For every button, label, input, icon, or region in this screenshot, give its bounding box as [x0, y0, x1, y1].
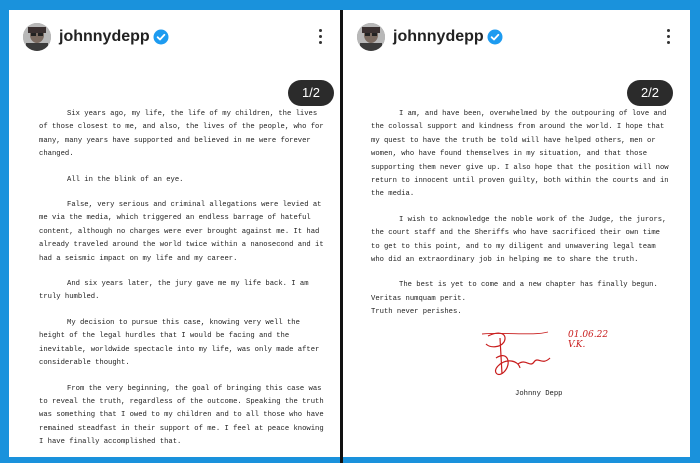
username[interactable]: johnnydepp	[393, 28, 484, 45]
page-indicator: 1/2	[288, 80, 334, 106]
avatar[interactable]	[23, 23, 51, 51]
handwritten-date: 01.06.22 V.K.	[568, 330, 613, 350]
letter-paragraph: I am, and have been, overwhelmed by the outpouring of love and the colossal support and kindness from around the world. I hope that my quest to have the truth be told will have helped others, men or women, who have found themselves in my situation, and that those supporting them never give up. I also hope that the position will now return to innocent until proven guilty, both within the courts and in the media.	[371, 110, 669, 199]
letter-paragraph: My decision to pursue this case, knowing very well the height of the legal hurdles that I would be facing and the inevitable, worldwide spectacle into my life, was only made after considerable thought.	[39, 318, 320, 368]
post-card-1	[9, 10, 340, 457]
avatar[interactable]	[357, 23, 385, 51]
letter-paragraph: All in the blink of an eye.	[67, 175, 184, 184]
verified-badge-icon	[153, 29, 169, 45]
username[interactable]: johnnydepp	[59, 28, 150, 45]
letter-paragraph: Six years ago, my life, the life of my children, the lives of those closest to me, and also, the lives of the people, who for many, many years have supported and believed in me were forever changed.	[39, 110, 324, 159]
letter-paragraph: The best is yet to come and a new chapter has finally begun.	[399, 281, 658, 290]
verified-badge-icon	[487, 29, 503, 45]
more-options-icon[interactable]	[663, 26, 673, 48]
handwritten-signature	[478, 328, 558, 380]
post-card-2	[343, 10, 690, 457]
letter-paragraph: False, very serious and criminal allegations were levied at me via the media, which triggered an endless barrage of hateful content, although no charges were ever brought against me. It had already traveled around the world twice within a nanosecond and it had a seismic impact on my life and my career.	[39, 201, 324, 263]
collage-divider	[340, 10, 343, 463]
letter-paragraph: I wish to acknowledge the noble work of the Judge, the jurors, the court staff and the Sheriffs who have sacrificed their own time to get to this point, and to my diligent and unwavering legal team who did an extraordinary job in helping me to share the truth.	[371, 215, 667, 265]
letter-text	[371, 108, 671, 320]
page-indicator: 2/2	[627, 80, 673, 106]
post-header	[9, 10, 340, 66]
letter-paragraph: And six years later, the jury gave me my life back. I am truly humbled.	[39, 280, 309, 302]
letter-text	[39, 108, 325, 457]
letter-paragraph: Truth never perishes.	[371, 308, 462, 317]
letter-paragraph: From the very beginning, the goal of bringing this case was to reveal the truth, regardless of the outcome. Speaking the truth was something that I owed to my children and to all those who have remained steadfast in their support of me. I feel at peace knowing I have finally accomplished that.	[39, 384, 324, 447]
letter-paragraph: Veritas numquam perit.	[371, 294, 466, 303]
post-header	[343, 10, 690, 66]
more-options-icon[interactable]	[315, 26, 325, 48]
signer-name: Johnny Depp	[515, 390, 563, 398]
